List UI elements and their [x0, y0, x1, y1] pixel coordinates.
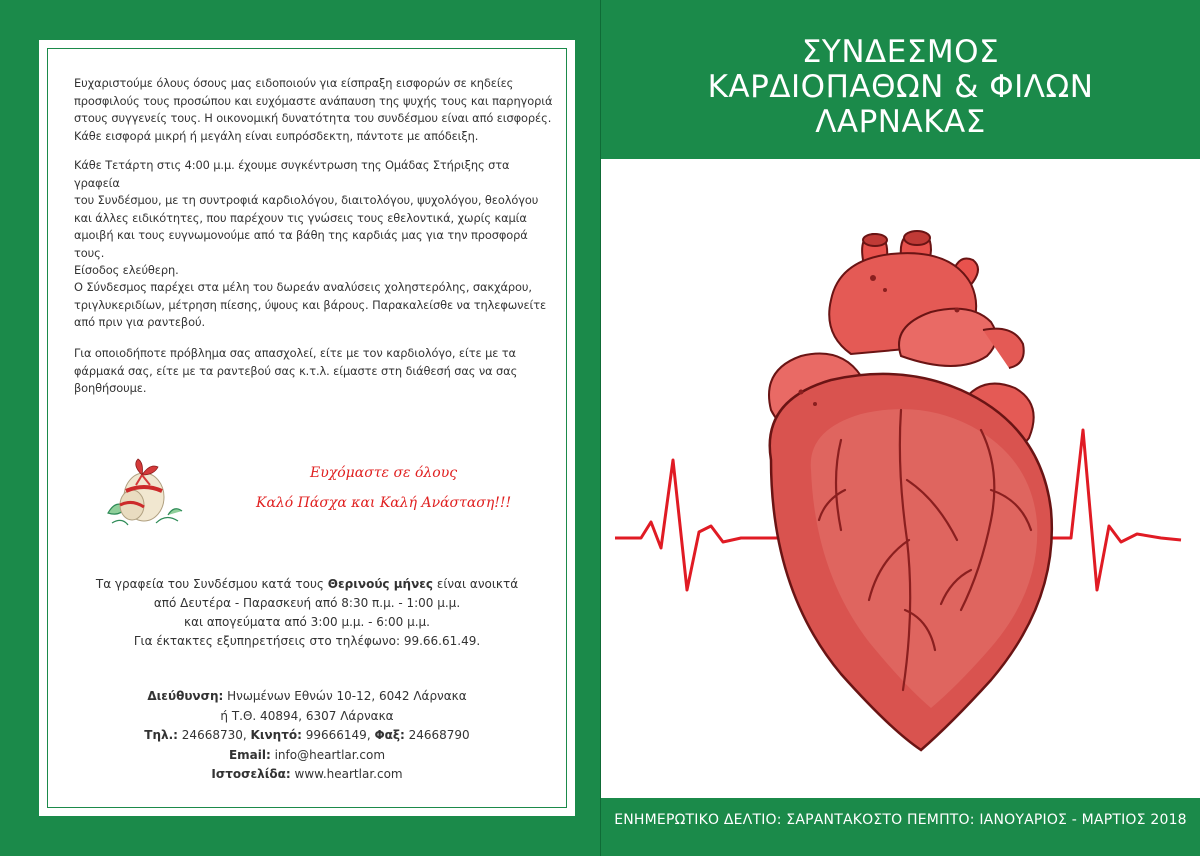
- help-paragraph: [74, 345, 556, 398]
- ecg-line-icon: [615, 460, 781, 590]
- ecg-line-right-icon: [1041, 430, 1181, 590]
- info-card-border: [47, 48, 567, 808]
- easter-eggs-icon: [98, 453, 188, 533]
- tel-label: Τηλ.:: [144, 728, 178, 742]
- text-line: τριγλυκεριδίων, μέτρηση πίεσης, ύψους και βάρους. Παρακαλείσθε να τηλεφωνείτε: [74, 297, 547, 312]
- top-strip: [601, 0, 1200, 13]
- fax-label: Φαξ:: [374, 728, 405, 742]
- mobile-value: 99666149,: [301, 728, 375, 742]
- text-line: προσφιλούς τους προσώπου και ευχόμαστε ανάπαυση της ψυχής τους και παρηγοριά: [74, 93, 553, 108]
- hours-text: είναι ανοικτά: [433, 577, 519, 591]
- heart-icon: [769, 231, 1052, 750]
- text-line: Κάθε εισφορά μικρή ή μεγάλη είναι ευπρόσδεκτη, πάντοτε με απόδειξη.: [74, 128, 479, 143]
- wishes-line: Ευχόμαστε σε όλους: [310, 465, 458, 481]
- hours-line: από Δευτέρα - Παρασκευή από 8:30 π.μ. - 1:00 μ.μ.: [153, 596, 461, 610]
- text-line: αμοιβή και τους ευγνωμονούμε από τα βάθη της καρδιάς μας για την προσφορά: [74, 228, 528, 242]
- hours-text: Τα γραφεία του Συνδέσμου κατά τους: [95, 577, 328, 591]
- text-line: Είσοδος ελεύθερη.: [74, 263, 179, 277]
- text-line: Κάθε Τετάρτη στις 4:00 μ.μ. έχουμε συγκέντρωση της Ομάδας Στήριξης στα γραφεία: [74, 158, 510, 190]
- email-label: Email:: [228, 747, 271, 762]
- text-line: τους.: [74, 245, 105, 260]
- text-line: και άλλες ειδικότητες, που παρέχουν τις γνώσεις τους εθελοντικά, χωρίς καμία: [74, 210, 527, 225]
- title-line: ΣΥΝΔΕΣΜΟΣ: [801, 34, 1000, 70]
- text-line: βοηθήσουμε.: [74, 381, 147, 395]
- po-box: ή Τ.Θ. 40894, 6307 Λάρνακα: [220, 708, 394, 723]
- text-line: Ευχαριστούμε όλους όσους μας ειδοποιούν για είσπραξη εισφορών σε κηδείες: [74, 76, 514, 90]
- email-value[interactable]: info@heartlar.com: [270, 747, 386, 762]
- text-line: Ο Σύνδεσμος παρέχει στα μέλη του δωρεάν αναλύσεις χοληστερόλης, σακχάρου,: [74, 280, 532, 294]
- newsletter-issue: ΕΝΗΜΕΡΩΤΙΚΟ ΔΕΛΤΙΟ: ΣΑΡΑΝΤΑΚΟΣΤΟ ΠΕΜΠΤΟ: ΙΑΝΟΥΑΡΙΟΣ - ΜΑΡΤΙΟΣ 2018: [614, 812, 1187, 828]
- contact-details: [56, 687, 558, 785]
- easter-wishes: [78, 447, 548, 527]
- title-line: ΚΑΡΔΙΟΠΑΘΩΝ & ΦΙΛΩΝ: [707, 69, 1094, 105]
- website-value[interactable]: www.heartlar.com: [290, 767, 403, 781]
- info-card: [39, 40, 575, 816]
- text-line: Για οποιοδήποτε πρόβλημα σας απασχολεί, είτε με τον καρδιολόγο, είτε με τα: [74, 346, 516, 360]
- website-row: [56, 765, 558, 785]
- address-row: [56, 687, 558, 707]
- front-cover: [600, 0, 1200, 856]
- fax-value: 24668790: [404, 728, 470, 742]
- easter-greeting: Καλό Πάσχα και Καλή Ανάσταση!!!: [256, 495, 512, 511]
- email-row: [56, 746, 558, 766]
- hours-line: Για έκτακτες εξυπηρετήσεις στο τηλέφωνο: 99.66.61.49.: [133, 634, 481, 648]
- association-title: [601, 35, 1200, 140]
- hours-line: [56, 575, 558, 594]
- support-group-paragraph: [74, 157, 556, 280]
- address-label: Διεύθυνση:: [147, 689, 224, 703]
- title-line: ΛΑΡΝΑΚΑΣ: [815, 104, 986, 140]
- free-tests-paragraph: [74, 279, 556, 332]
- tel-value: 24668730,: [177, 728, 251, 742]
- text-line: από πριν για ραντεβού.: [74, 315, 205, 329]
- address-value: Ηνωμένων Εθνών 10-12, 6042 Λάρνακα: [223, 689, 467, 703]
- website-label: Ιστοσελίδα:: [211, 767, 291, 781]
- text-line: στους συγγενείς τους. Η οικονομική δυνατότητα του συνδέσμου είναι από εισφορές.: [74, 111, 552, 125]
- donations-paragraph: [74, 75, 556, 145]
- phones-row: [56, 726, 558, 746]
- summer-months: Θερινούς μήνες: [327, 577, 434, 591]
- bottom-strip: [601, 844, 1200, 856]
- issue-band: [601, 798, 1200, 844]
- mobile-label: Κινητό:: [250, 728, 302, 742]
- text-line: φάρμακά σας, είτε με τα ραντεβού σας κ.τ.λ. είμαστε στη διάθεσή σας να σας: [74, 363, 518, 378]
- text-line: του Συνδέσμου, με τη συντροφιά καρδιολόγου, διαιτολόγου, ψυχολόγου, θεολόγου: [74, 193, 539, 207]
- hours-line: και απογεύματα από 3:00 μ.μ. - 6:00 μ.μ.: [184, 615, 430, 629]
- office-hours: [56, 575, 558, 651]
- title-band: [601, 13, 1200, 159]
- heart-illustration: [601, 160, 1200, 796]
